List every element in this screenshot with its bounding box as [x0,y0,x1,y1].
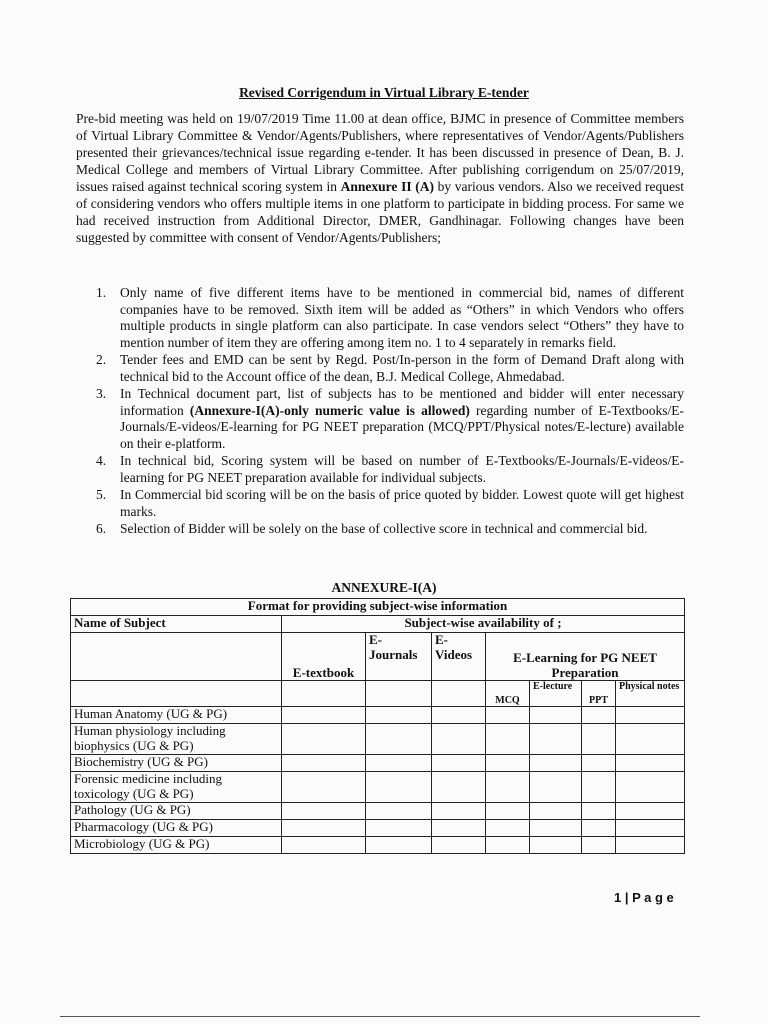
sub-mcq: MCQ [486,681,530,707]
table-row [71,837,685,854]
table-cell [432,772,486,803]
list-item [76,285,684,351]
table-cell [432,837,486,854]
table-cell [366,724,432,755]
list-number: 2. [96,352,107,367]
document-title: Revised Corrigendum in Virtual Library E-tender [239,85,529,100]
list-text-bold: (Annexure-I(A)-only numeric value is allowed) [189,402,470,418]
table-row [71,707,685,724]
table-cell [582,755,616,772]
table-cell [530,803,582,820]
table-cell [432,724,486,755]
format-header: Format for providing subject-wise information [71,599,685,616]
list-item [76,352,684,385]
table-row [71,820,685,837]
list-number: 5. [96,487,107,502]
table-cell [486,772,530,803]
subject-name: Human physiology including biophysics (UG & PG) [71,724,282,755]
list-text: Tender fees and EMD can be sent by Regd. Post/In-person in the form of Demand Draft along with technical bid to the Account office of the dean, B.J. Medical College, Ahmedabad. [120,352,684,384]
table-cell [530,772,582,803]
table-cell [616,820,685,837]
table-cell [432,803,486,820]
list-text: In technical bid, Scoring system will be based on number of E-Textbooks/E-Journals/E-videos/E-learning for PG NEET preparation available for individual subjects. [120,453,684,485]
table-header-row [71,633,685,681]
table-row [71,803,685,820]
table-cell [530,820,582,837]
table-cell [366,803,432,820]
sub-ppt: PPT [582,681,616,707]
table-cell [366,820,432,837]
list-text: regarding number of E-Textbooks/E-Journals/E-videos/E-learning for PG NEET preparation (MCQ/PPT/Physical notes/E-lecture) available on their e-platform. [120,402,684,451]
table-cell [486,707,530,724]
col-evideos: E-Videos [432,633,486,681]
table-cell [616,724,685,755]
empty-cell [282,681,366,707]
list-number: 1. [96,285,107,300]
list-text: Selection of Bidder will be solely on the base of collective score in technical and commercial bid. [120,521,648,536]
table-cell [282,803,366,820]
table-cell [486,803,530,820]
table-cell [282,707,366,724]
table-cell [282,820,366,837]
table-cell [616,772,685,803]
list-number: 6. [96,521,107,536]
sub-physical-notes: Physical notes [616,681,685,707]
table-cell [366,755,432,772]
name-of-subject-header: Name of Subject [71,616,282,633]
table-header-row [71,616,685,633]
subject-name: Pharmacology (UG & PG) [71,820,282,837]
table-cell [582,803,616,820]
subject-name: Forensic medicine including toxicology (UG & PG) [71,772,282,803]
list-text: In Commercial bid scoring will be on the basis of price quoted by bidder. Lowest quote will get highest marks. [120,487,684,519]
subject-name: Microbiology (UG & PG) [71,837,282,854]
list-item [76,453,684,486]
table-cell [366,707,432,724]
intro-text-part-2: by various vendors. Also we received request of considering vendors who offers multiple items in one platform to participate in bidding process. For same we had received instruction from Additional Director, DMER, Gandhinagar. Following changes have been suggested by committee with consent of Vendor/Agents/Publishers; [76,179,684,245]
table-cell [616,755,685,772]
subject-name: Biochemistry (UG & PG) [71,755,282,772]
table-cell [582,820,616,837]
list-item [76,386,684,452]
list-number: 3. [96,386,107,401]
annexure-table [70,598,685,854]
table-cell [486,724,530,755]
table-cell [366,772,432,803]
table-cell [530,755,582,772]
table-cell [486,820,530,837]
table-cell [486,837,530,854]
table-cell [530,707,582,724]
intro-paragraph [76,110,684,246]
col-ejournals: E-Journals [366,633,432,681]
table-header-row [71,681,685,707]
table-row [71,772,685,803]
annexure-title: ANNEXURE-I(A) [331,580,437,595]
sub-electure: E-lecture [530,681,582,707]
table-cell [282,837,366,854]
subject-name: Human Anatomy (UG & PG) [71,707,282,724]
table-row [71,755,685,772]
list-text: In Technical document part, list of subjects has to be mentioned and bidder will enter necessary information [120,386,684,418]
table-cell [582,772,616,803]
col-etextbook: E-textbook [282,633,366,681]
empty-cell [366,681,432,707]
table-cell [582,837,616,854]
empty-cell [432,681,486,707]
list-item [76,521,684,538]
scan-edge-line [60,1016,700,1017]
table-cell [530,837,582,854]
col-elearning: E-Learning for PG NEET Preparation [486,633,685,681]
table-cell [282,755,366,772]
table-header-row [71,599,685,616]
table-cell [432,707,486,724]
intro-text-part-1: Pre-bid meeting was held on 19/07/2019 Time 11.00 at dean office, BJMC in presence of Committee members of Virtual Library Committee & Vendor/Agents/Publishers, where representatives of Vendor/Agents/Publishers presented their grievances/technical issue regarding e-tender. It has been discussed in presence of Dean, B. J. Medical College and members of Virtual Library Committee. After publishing corrigendum on 25/07/2019, issues raised against technical scoring system in [76,111,684,194]
table-cell [616,837,685,854]
table-cell [282,724,366,755]
list-number: 4. [96,453,107,468]
page-number: 1 | P a g e [614,890,674,905]
table-cell [432,755,486,772]
table-cell [366,837,432,854]
list-text: Only name of five different items have to be mentioned in commercial bid, names of different companies have to be removed. Sixth item will be added as “Others” in which Vendors who offers multiple products in single platform can also participate. In case vendors select “Others” they have to mention number of item they are offering among item no. 1 to 4 separately in remarks field. [120,285,684,350]
table-cell [432,820,486,837]
subject-name: Pathology (UG & PG) [71,803,282,820]
table-cell [616,707,685,724]
table-cell [282,772,366,803]
table-row [71,724,685,755]
empty-cell [71,681,282,707]
table-cell [486,755,530,772]
annexure-reference: Annexure II (A) [340,179,434,194]
table-cell [530,724,582,755]
table-cell [582,707,616,724]
changes-list [76,285,684,539]
list-item [76,487,684,520]
empty-cell [71,633,282,681]
availability-header: Subject-wise availability of ; [282,616,685,633]
table-cell [582,724,616,755]
table-cell [616,803,685,820]
